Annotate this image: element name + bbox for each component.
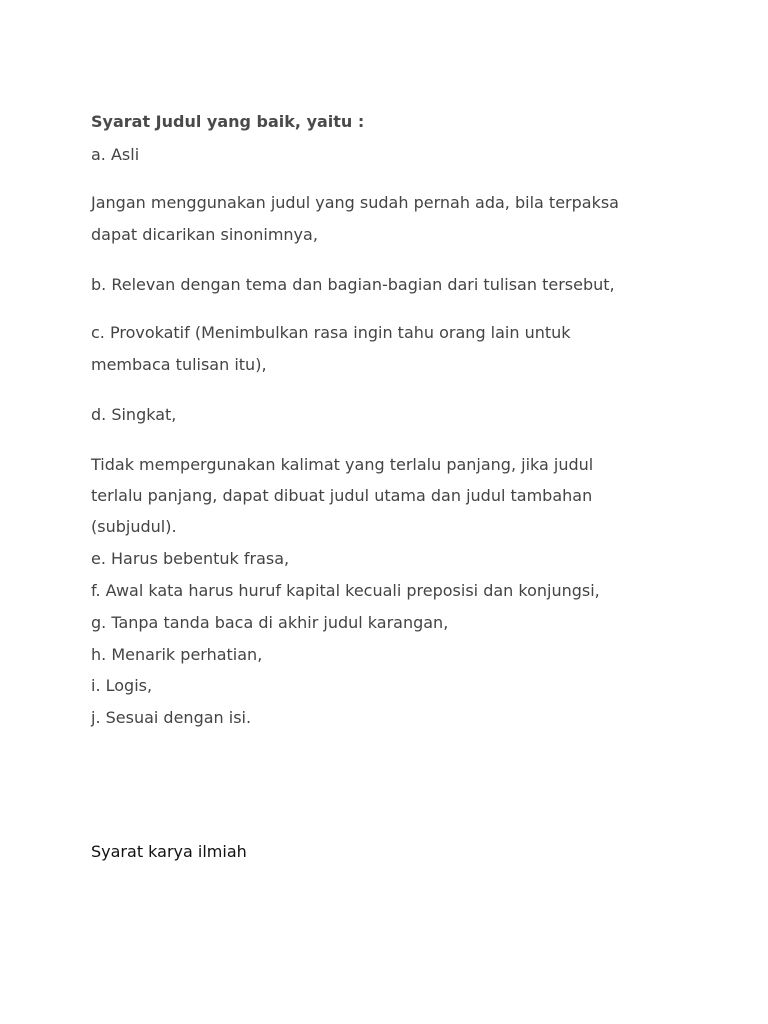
paragraph-line: dapat dicarikan sinonimnya, (91, 225, 318, 244)
list-item-h: h. Menarik perhatian, (91, 645, 263, 664)
list-item-e: e. Harus bebentuk frasa, (91, 549, 290, 568)
list-item-f: f. Awal kata harus huruf kapital kecuali preposisi dan konjungsi, (91, 581, 600, 600)
section-heading: Syarat karya ilmiah (91, 842, 247, 861)
list-item-a: a. Asli (91, 145, 140, 164)
list-item-b: b. Relevan dengan tema dan bagian-bagian dari tulisan tersebut, (91, 275, 615, 294)
list-item-i: i. Logis, (91, 676, 153, 695)
list-item-c: c. Provokatif (Menimbulkan rasa ingin tahu orang lain untuk (91, 323, 571, 342)
list-item-g: g. Tanpa tanda baca di akhir judul karangan, (91, 613, 449, 632)
document-title: Syarat Judul yang baik, yaitu : (91, 112, 365, 131)
paragraph-line: (subjudul). (91, 517, 177, 536)
paragraph-line: terlalu panjang, dapat dibuat judul utama dan judul tambahan (91, 486, 593, 505)
list-item-d: d. Singkat, (91, 405, 177, 424)
paragraph-line: Tidak mempergunakan kalimat yang terlalu panjang, jika judul (91, 455, 594, 474)
paragraph-line: Jangan menggunakan judul yang sudah pernah ada, bila terpaksa (91, 193, 619, 212)
list-item-c-continued: membaca tulisan itu), (91, 355, 267, 374)
list-item-j: j. Sesuai dengan isi. (91, 708, 252, 727)
